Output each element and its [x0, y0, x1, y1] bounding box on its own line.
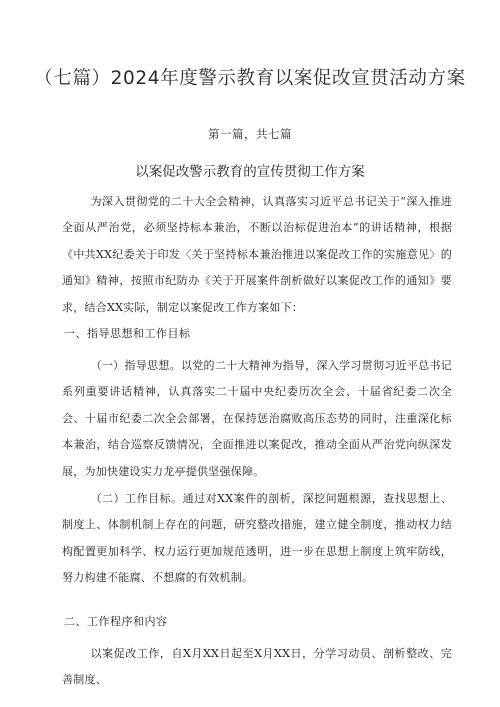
intro-paragraph: 为深入贯彻党的二十大全会精神，认真落实习近平总书记关于“深入推进全面从严治党，必须坚持标本兼治，不断以治标促进治本”的讲话精神，根据《中共XX纪委关于印发〈关于坚持标本兼治推进以案促改工作的实施意见〉的通知》精神，按照市纪防办《关于开展案件剖析做好以案促改工作的通知》要求，结合XX实际，制定以案促改工作方案如下： [62, 195, 452, 314]
guiding-thought-paragraph: （一）指导思想。以党的二十大精神为指导，深入学习贯彻习近平总书记系列重要讲话精神，认真落实二十届中央纪委历次全会、十届省纪委二次全会、十届市纪委二次全会部署，在保持惩治腐败高压态势的同时，注重深化标本兼治，结合巡察反馈情况，全面推进以案促改，推动全面从严治党向纵深发展，为加快建设实力龙亭提供坚强保障。 [62, 359, 452, 478]
part-label: 第一篇，共七篇 [208, 127, 292, 141]
work-goal-paragraph: （二）工作目标。通过对XX案件的剖析，深挖问题根源，查找思想上、制度上、体制机制上存在的问题，研究整改措施，建立健全制度，推动权力结构配置更加科学、权力运行更加规范透明，进一步在思想上制度上筑牢防线，努力构建不能腐、不想腐的有效机制。 [62, 492, 452, 585]
heading-procedure-and-content: 二、工作程序和内容 [64, 615, 168, 628]
document-title: （七篇）2024年度警示教育以案促改宣贯活动方案 [34, 68, 466, 89]
section-title: 以案促改警示教育的宣传贯彻工作方案 [135, 164, 365, 180]
heading-guiding-thoughts-and-goals: 一、指导思想和工作目标 [64, 327, 191, 340]
procedure-paragraph: 以案促改工作，自X月XX日起至X月XX日，分学习动员、剖析整改、完善制度、 [62, 647, 452, 687]
